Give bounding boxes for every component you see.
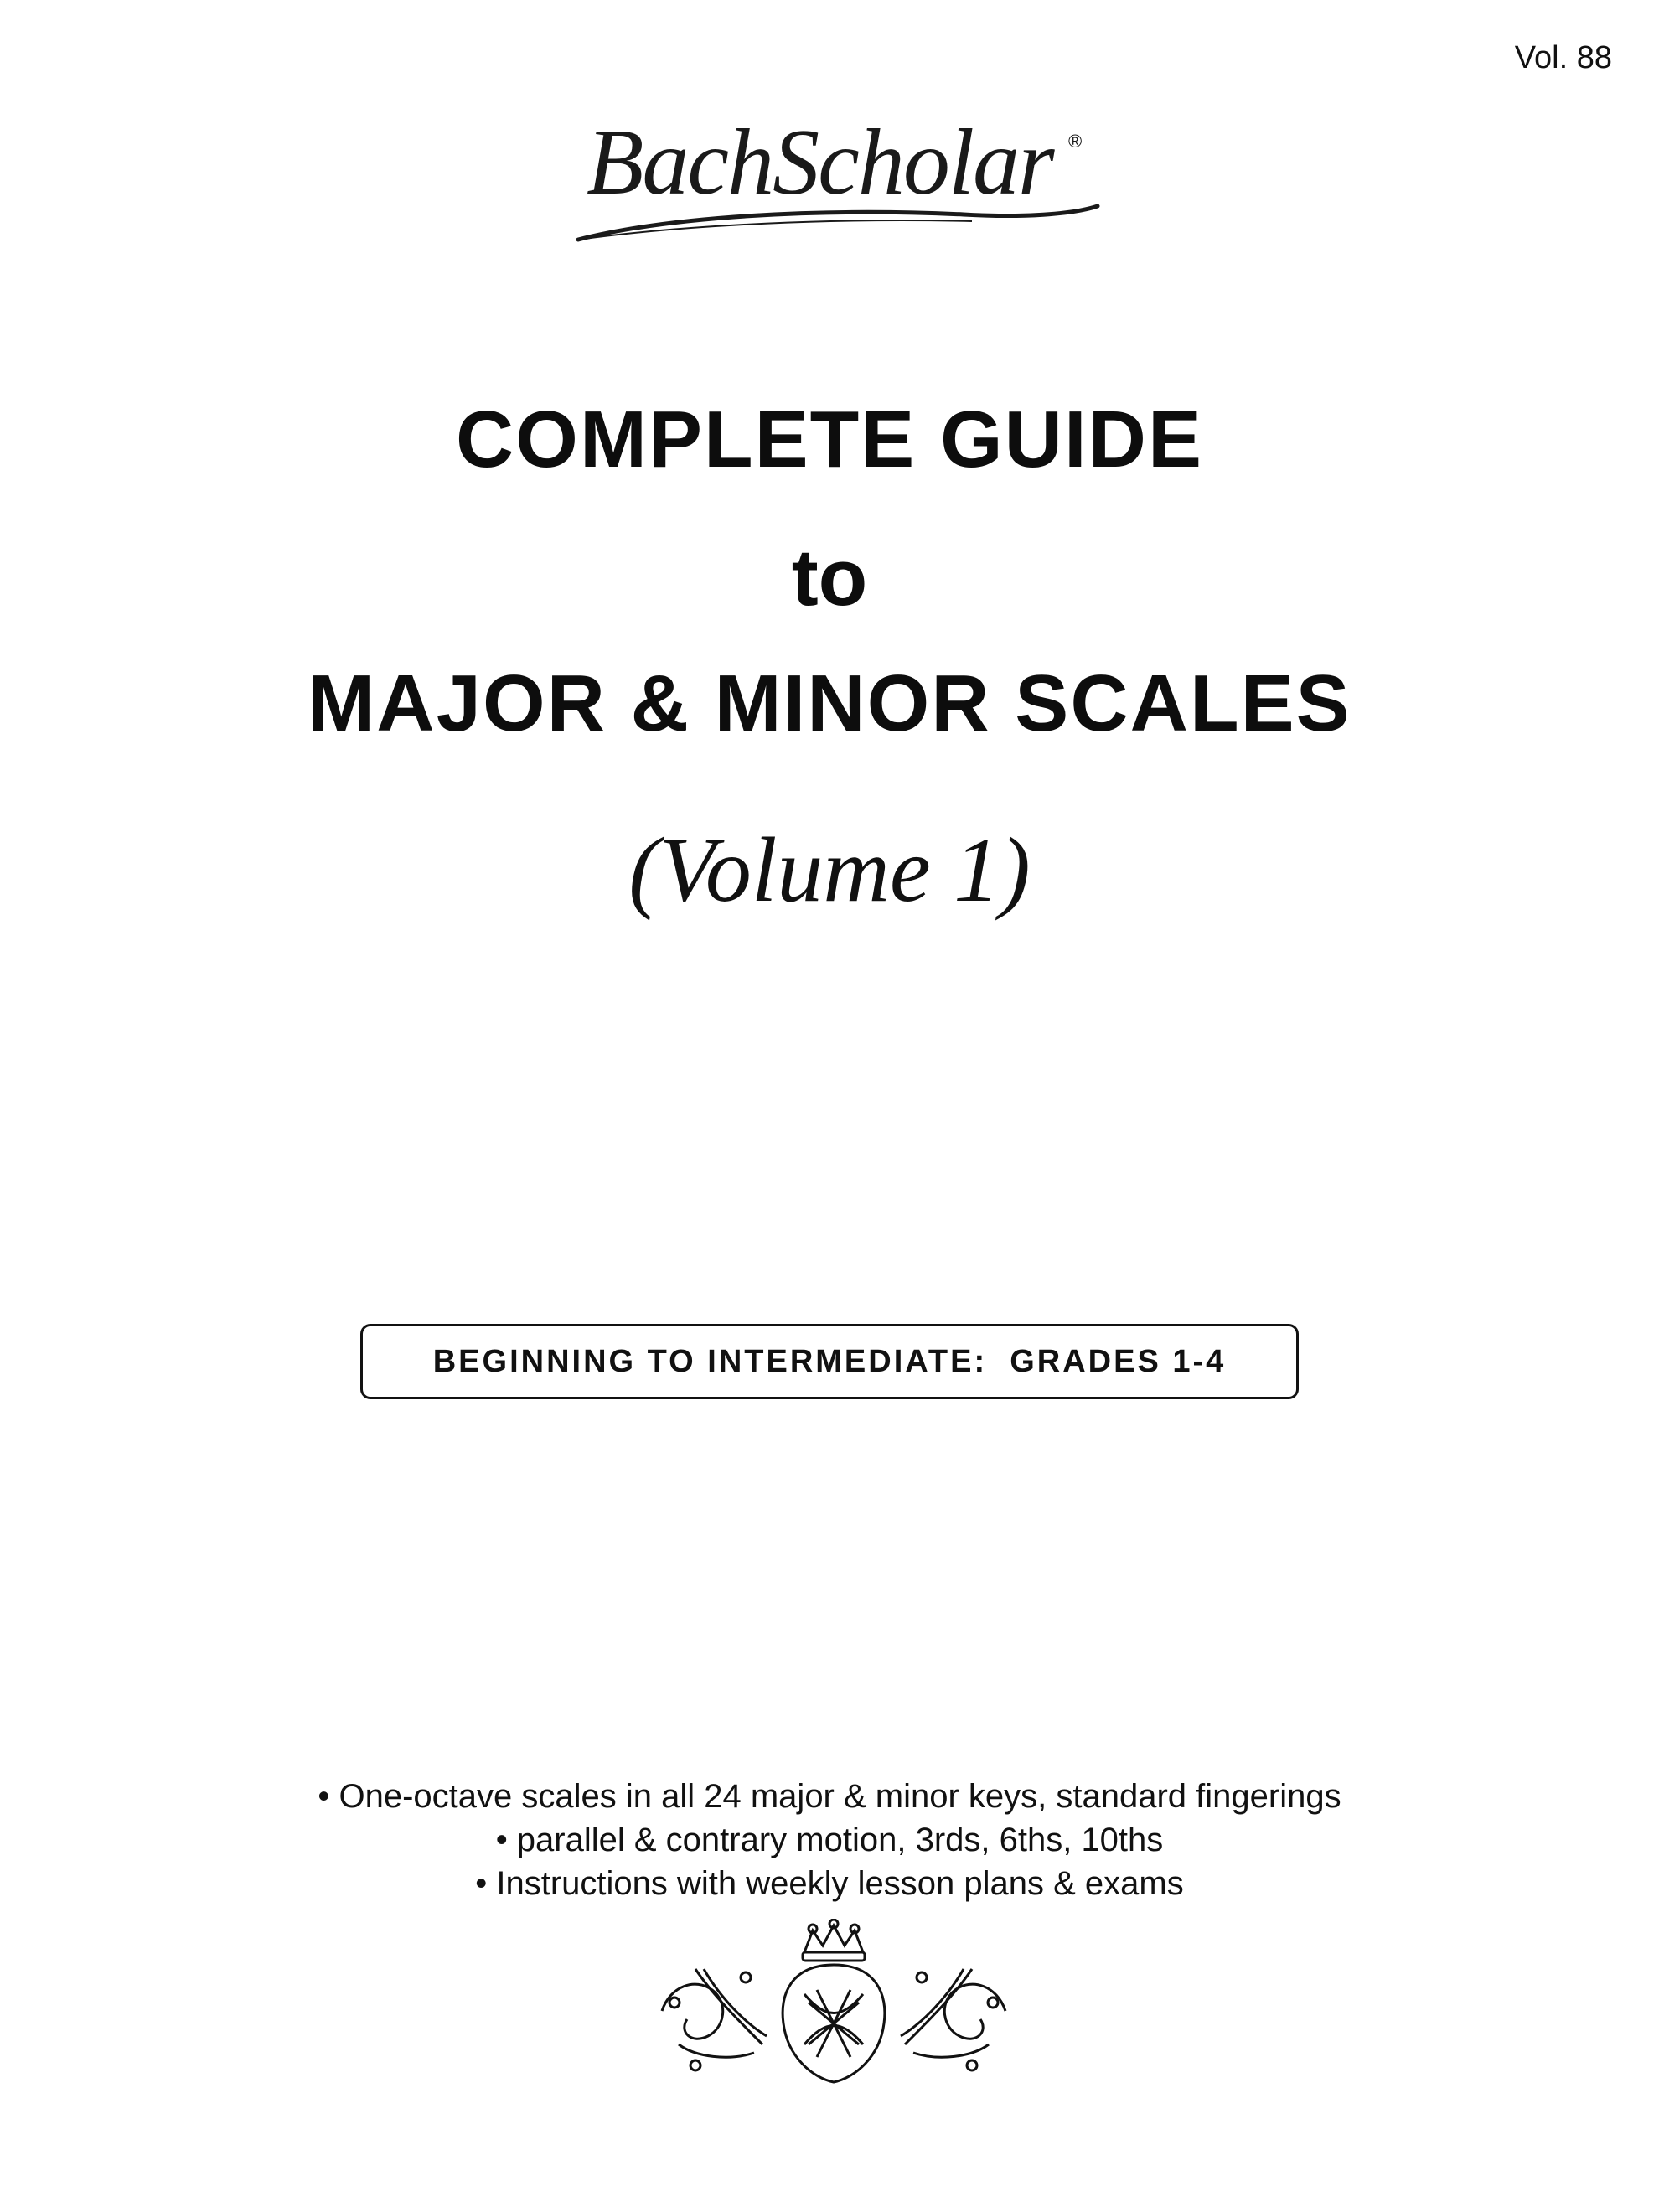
title-line-2: to [791,533,868,623]
volume-subtitle: (Volume 1) [628,819,1031,921]
brand-logo [570,101,1106,251]
logo-swash-icon [570,199,1106,250]
bach-monogram-seal-icon [645,1919,1022,2095]
level-badge [360,1324,1299,1399]
title-line-3: MAJOR & MINOR SCALES [308,659,1351,748]
feature-item: • One-octave scales in all 24 major & minor keys, standard fingerings [318,1778,1341,1815]
registered-mark: ® [1068,131,1083,152]
volume-number: Vol. 88 [1514,40,1612,75]
feature-list [0,1775,1659,1905]
feature-item: • parallel & contrary motion, 3rds, 6ths, 10ths [495,1822,1164,1858]
title-line-1: COMPLETE GUIDE [455,395,1204,484]
level-label: BEGINNING TO INTERMEDIATE: GRADES 1-4 [432,1343,1227,1379]
brand-logo-text: BachScholar [587,111,1053,214]
feature-item: • Instructions with weekly lesson plans & exams [475,1865,1184,1902]
